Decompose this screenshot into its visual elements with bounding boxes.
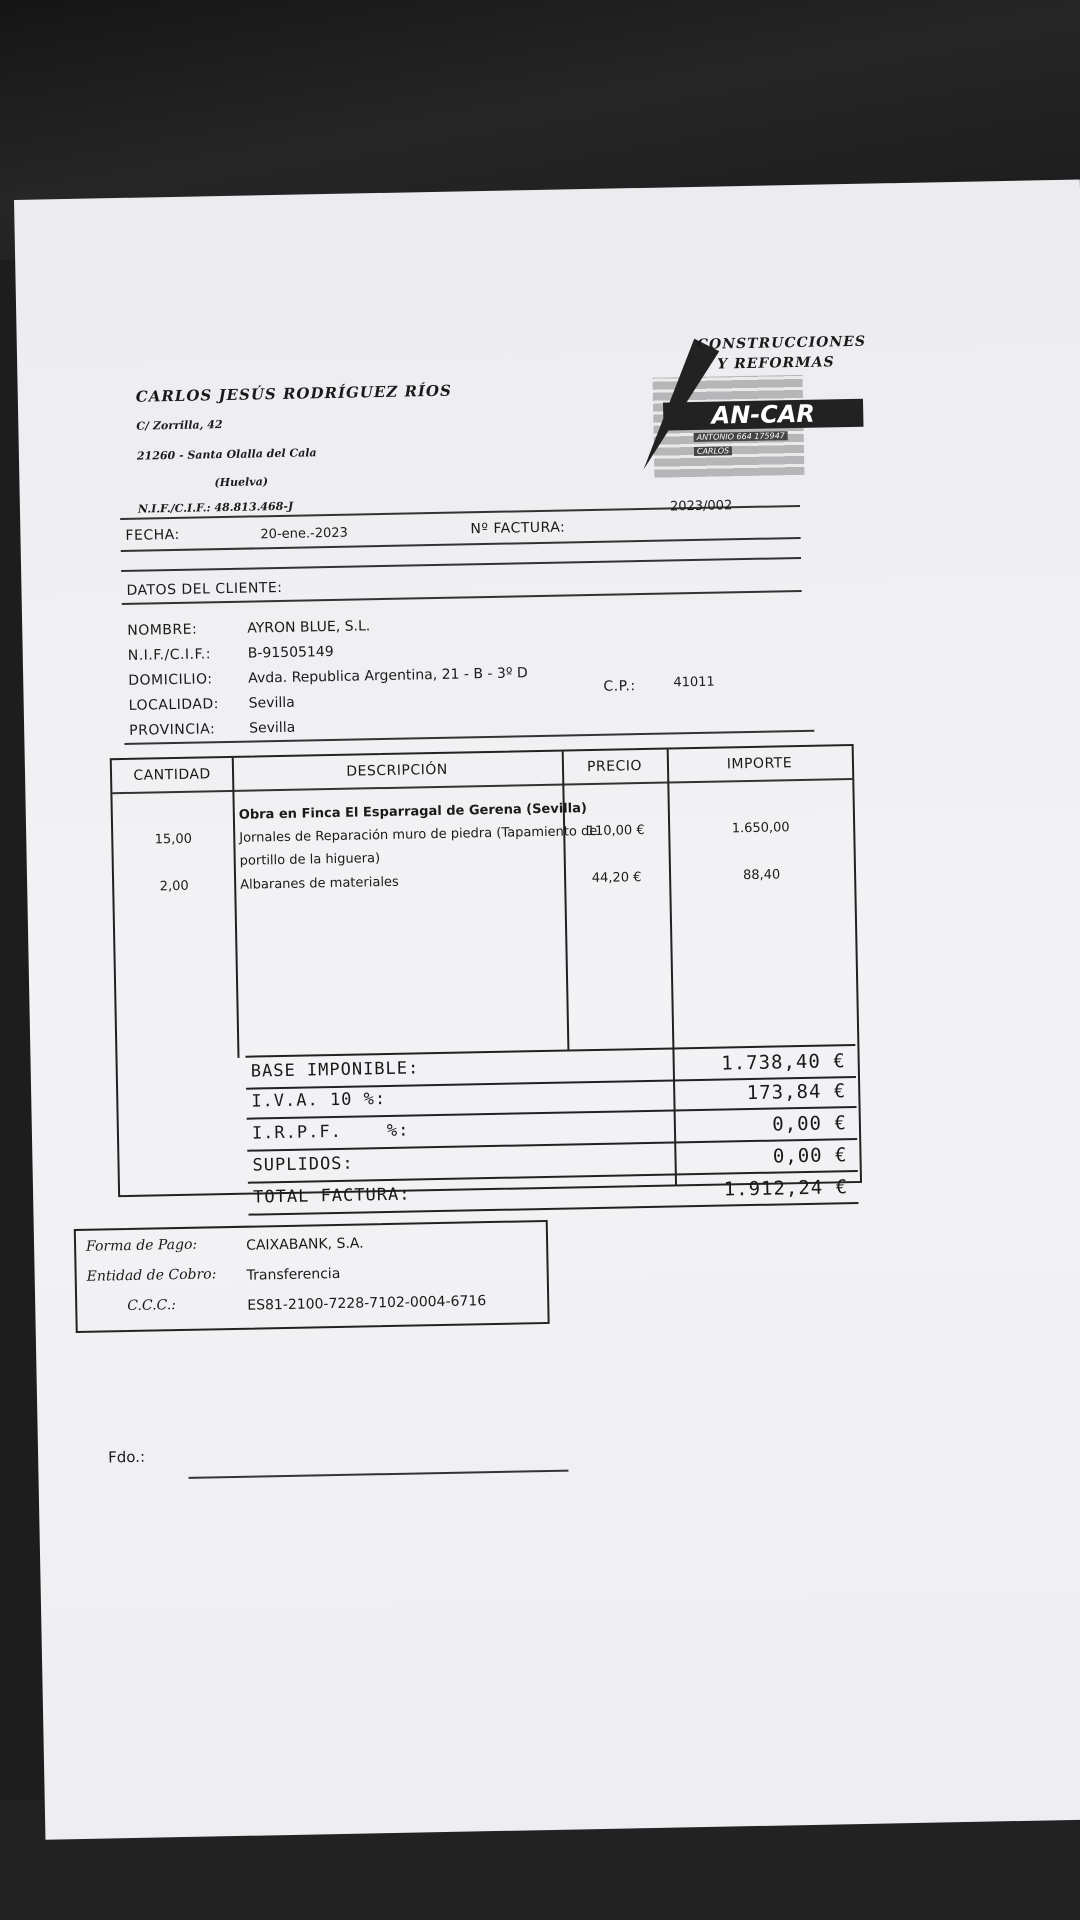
irpf-label: I.R.P.F. xyxy=(251,1121,343,1144)
table-col-rule xyxy=(562,752,570,1052)
date-value: 20-ene.-2023 xyxy=(260,525,348,543)
row-price: 44,20 € xyxy=(591,870,642,887)
client-name: AYRON BLUE, S.L. xyxy=(247,618,371,637)
client-nif-label: N.I.F./C.I.F.: xyxy=(127,646,212,664)
issuer-name: CARLOS JESÚS RODRÍGUEZ RÍOS xyxy=(135,381,453,406)
total-label: TOTAL FACTURA: xyxy=(253,1184,411,1208)
payment-method: CAIXABANK, S.A. xyxy=(245,1235,364,1254)
irpf-percent: %: xyxy=(386,1120,410,1142)
logo-brand: AN-CAR xyxy=(663,399,864,431)
base-value: 1.738,40 € xyxy=(721,1050,846,1075)
table-col-rule xyxy=(232,758,240,1058)
client-address-label: DOMICILIO: xyxy=(128,671,213,689)
iva-value: 173,84 € xyxy=(746,1080,847,1105)
client-name-label: NOMBRE: xyxy=(127,621,198,639)
client-address: Avda. Republica Argentina, 21 - B - 3º D xyxy=(248,665,528,687)
base-label: BASE IMPONIBLE: xyxy=(250,1058,420,1082)
client-province-label: PROVINCIA: xyxy=(129,721,216,739)
header-amount: IMPORTE xyxy=(726,755,793,773)
payment-ccc-label: C.C.C.: xyxy=(127,1297,177,1315)
row-desc: Albaranes de materiales xyxy=(240,874,399,893)
invoice-number-value: 2023/002 xyxy=(669,498,733,515)
company-logo xyxy=(622,333,895,488)
logo-line1: CONSTRUCCIONES xyxy=(696,333,867,353)
suplidos-label: SUPLIDOS: xyxy=(252,1153,354,1176)
total-value: 1.912,24 € xyxy=(723,1176,849,1201)
header-description: DESCRIPCIÓN xyxy=(346,761,448,780)
signature-label: Fdo.: xyxy=(107,1447,146,1467)
row-amount: 88,40 xyxy=(742,867,781,884)
logo-contact1: ANTONIO 664 175947 xyxy=(694,431,788,442)
payment-method-label: Forma de Pago: xyxy=(85,1236,198,1255)
client-nif: B-91505149 xyxy=(247,643,334,662)
client-cp-label: C.P.: xyxy=(603,678,636,695)
invoice-paper xyxy=(14,180,1080,1840)
logo-contact2: CARLOS xyxy=(694,446,732,456)
client-city: Sevilla xyxy=(248,694,295,712)
issuer-province: (Huelva) xyxy=(214,475,269,490)
irpf-value: 0,00 € xyxy=(772,1112,848,1136)
divider xyxy=(121,537,801,552)
client-city-label: LOCALIDAD: xyxy=(128,696,220,714)
issuer-city: 21260 - Santa Olalla del Cala xyxy=(136,446,317,463)
row-qty: 15,00 xyxy=(154,831,193,848)
payment-ccc: ES81-2100-7228-7102-0004-6716 xyxy=(247,1293,487,1314)
row-desc-cont: portillo de la higuera) xyxy=(239,851,381,869)
payment-entity-label: Entidad de Cobro: xyxy=(86,1266,217,1285)
divider xyxy=(124,730,814,745)
invoice-number-label: Nº FACTURA: xyxy=(470,519,566,538)
header-qty: CANTIDAD xyxy=(133,766,211,784)
payment-entity: Transferencia xyxy=(246,1265,341,1284)
row-amount: 1.650,00 xyxy=(731,820,790,837)
logo-line2: Y REFORMAS xyxy=(717,354,835,373)
row-qty: 2,00 xyxy=(159,878,189,895)
work-title: Obra en Finca El Esparragal de Gerena (Sevilla) xyxy=(238,801,588,823)
payment-box xyxy=(74,1220,550,1333)
row-desc: Jornales de Reparación muro de piedra (Tapamiento de xyxy=(239,823,598,846)
suplidos-value: 0,00 € xyxy=(772,1144,848,1168)
signature-line xyxy=(189,1470,569,1479)
iva-label: I.V.A. 10 %: xyxy=(251,1089,387,1112)
divider xyxy=(121,557,801,572)
client-section-title: DATOS DEL CLIENTE: xyxy=(126,579,283,599)
client-cp: 41011 xyxy=(673,674,715,691)
client-province: Sevilla xyxy=(249,719,296,737)
issuer-nif: N.I.F./C.I.F.: 48.813.468-J xyxy=(137,499,294,516)
issuer-street: C/ Zorrilla, 42 xyxy=(136,418,223,433)
date-label: FECHA: xyxy=(125,526,180,544)
header-price: PRECIO xyxy=(586,758,643,776)
row-price: 110,00 € xyxy=(586,823,645,840)
